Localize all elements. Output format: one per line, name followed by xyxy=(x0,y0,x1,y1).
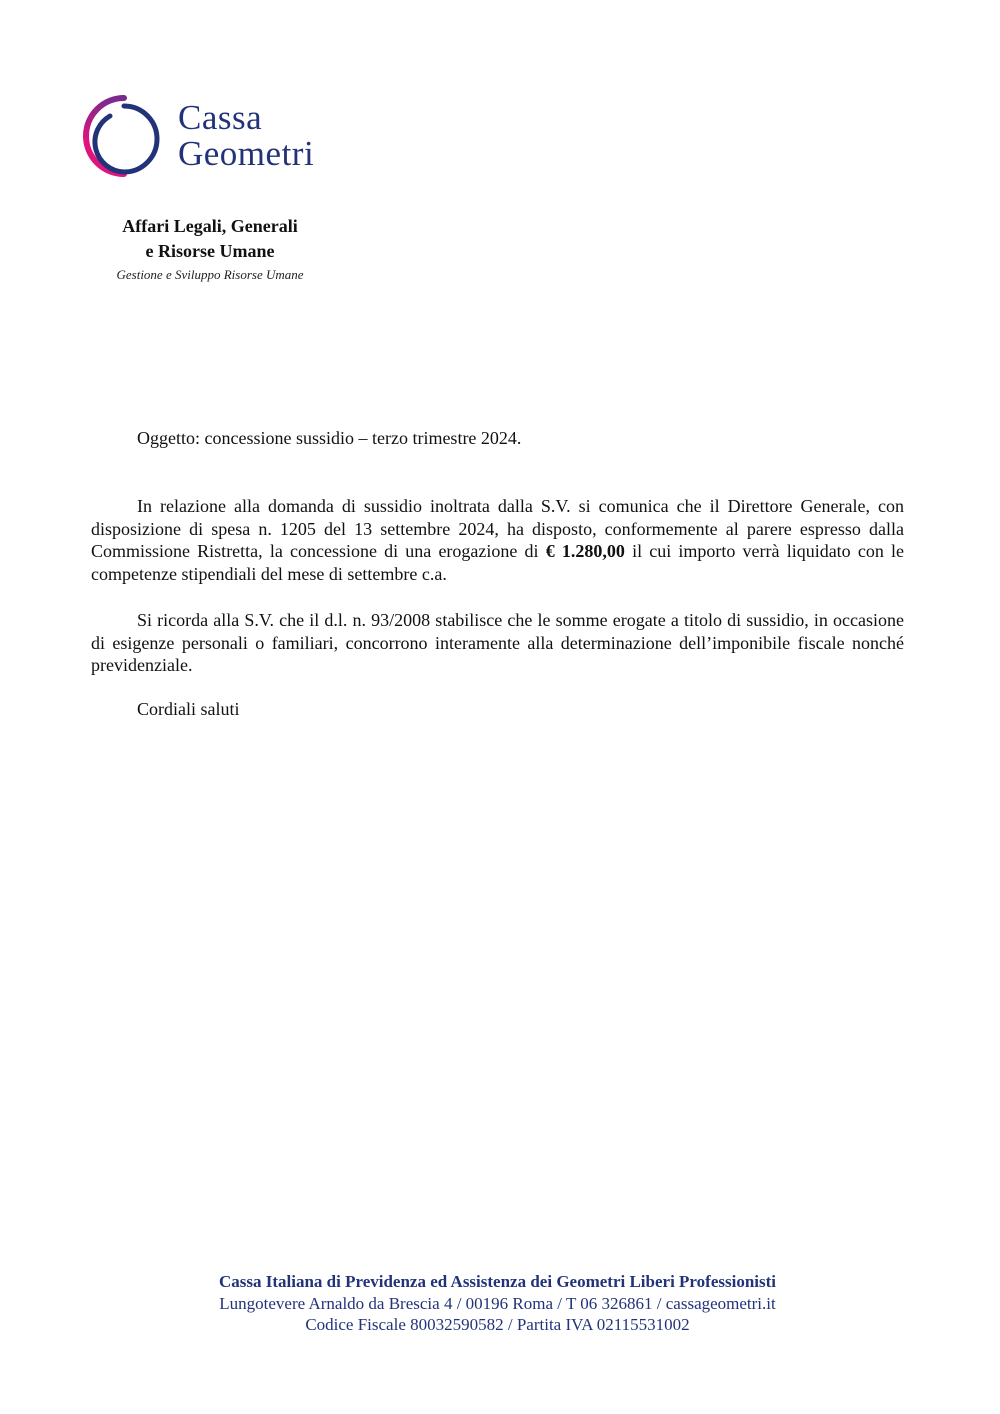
footer-fiscal-info: Codice Fiscale 80032590582 / Partita IVA 02115531002 xyxy=(305,1315,690,1334)
paragraph-1-text-after: il cui importo verrà liquidato con le competenze stipendiali del mese di settembre c.a. xyxy=(91,541,904,584)
department-name-line-1: Affari Legali, Generali xyxy=(122,216,298,236)
logo-wordmark xyxy=(178,100,314,172)
department-name-line-2: e Risorse Umane xyxy=(145,241,275,261)
department-block xyxy=(80,214,340,286)
footer-title: Cassa Italiana di Previdenza ed Assistenza dei Geometri Liberi Professionisti xyxy=(218,1272,777,1291)
footer-address: Lungotevere Arnaldo da Brescia 4 / 00196 Roma / T 06 326861 / cassageometri.it xyxy=(219,1293,776,1313)
paragraph-2-text: Si ricorda alla S.V. che il d.l. n. 93/2008 stabilisce che le somme erogate a titolo di sussidio, in occasione di esigenze personali o familiari, concorrono interamente alla determinazione dell’imponibile fiscale nonché previdenziale. xyxy=(91,610,904,675)
letter-subject: Oggetto: concessione sussidio – terzo trimestre 2024. xyxy=(137,428,522,448)
letter-paragraph-1 xyxy=(91,495,904,585)
letter-paragraph-2 xyxy=(91,609,904,677)
letter-closing: Cordiali saluti xyxy=(137,699,240,719)
department-subunit: Gestione e Sviluppo Risorse Umane xyxy=(116,267,304,282)
footer xyxy=(90,1271,905,1336)
logo-rings-icon xyxy=(80,92,164,178)
paragraph-1-text-before: In relazione alla domanda di sussidio inoltrata dalla S.V. si comunica che il Direttore Generale, con disposizione di spesa n. 1205 del 13 settembre 2024, ha disposto, conformemente al parere espresso dalla Commissione Ristretta, la concessione di una erogazione di xyxy=(91,496,904,561)
grant-amount: € 1.280,00 xyxy=(545,541,625,561)
logo-line-1: Cassa xyxy=(178,98,263,137)
logo-line-2: Geometri xyxy=(178,134,315,173)
logo xyxy=(80,92,360,182)
